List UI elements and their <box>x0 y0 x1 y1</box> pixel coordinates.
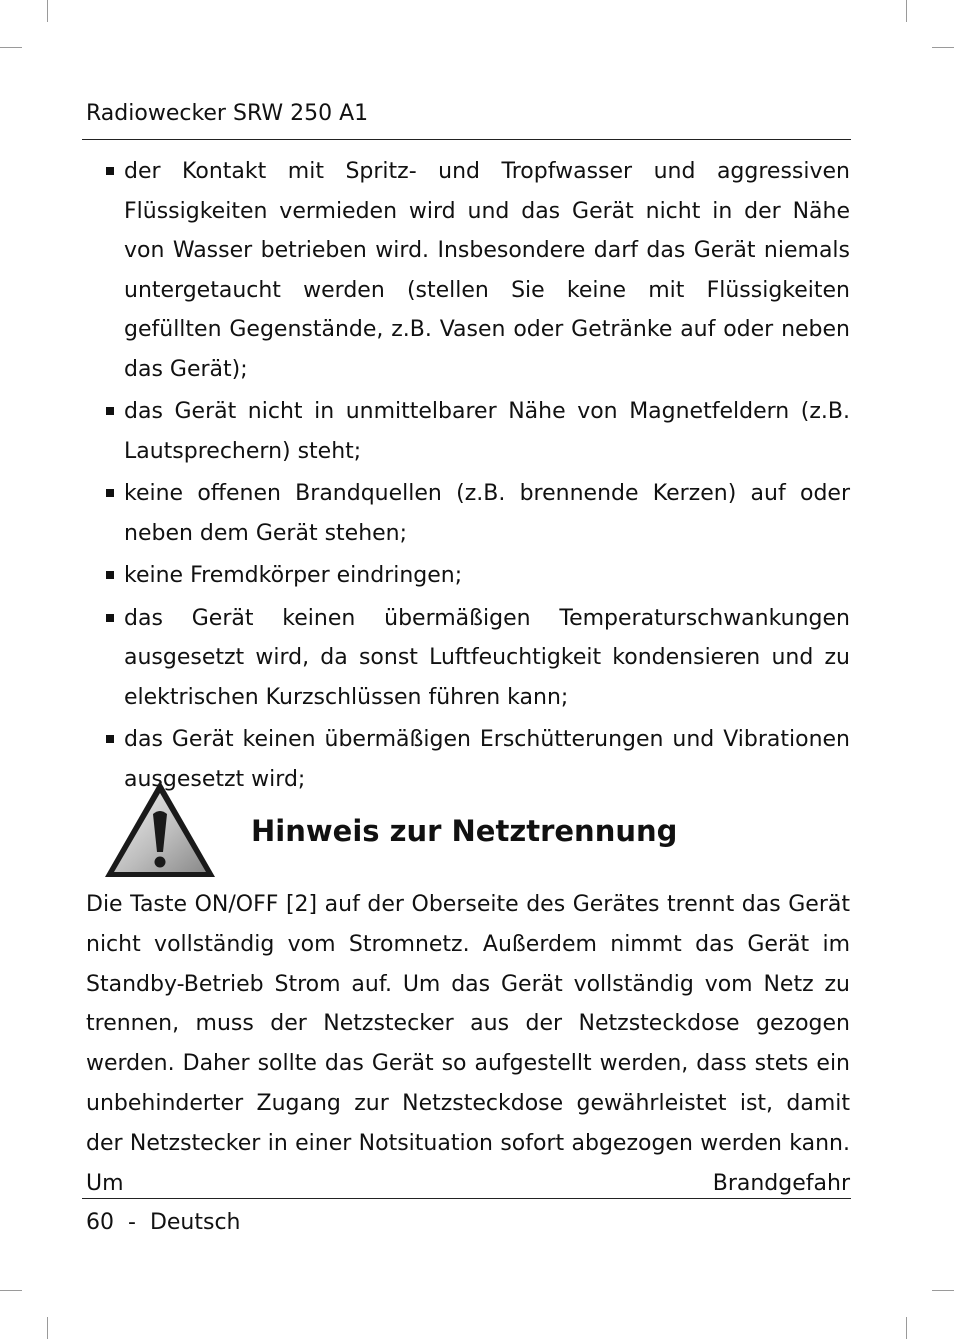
crop-mark-top-left <box>47 0 48 22</box>
list-item-text: keine Fremdkörper eindringen; <box>124 563 463 588</box>
list-item-text: das Gerät nicht in unmittelbarer Nähe von Magnetfeldern (z.B. Lautsprechern) steht; <box>124 399 850 464</box>
square-bullet-icon <box>106 735 114 743</box>
list-item <box>104 474 850 553</box>
crop-mark-bottom-left <box>0 1290 22 1291</box>
list-item-text: der Kontakt mit Spritz- und Tropfwasser und aggressiven Flüssigkeiten vermieden wird und das Gerät nicht in der Nähe von Wasser betrieben wird. Insbesondere darf das Gerät niemals untergetaucht werden (stellen Sie keine mit Flüssigkeiten gefüllten Gegenstände, z.B. Vasen oder Getränke auf oder neben das Gerät); <box>124 159 850 382</box>
crop-mark-top-left <box>0 47 22 48</box>
list-item <box>104 556 850 596</box>
crop-mark-bottom-left <box>47 1317 48 1339</box>
safety-bullet-list <box>104 152 850 802</box>
crop-mark-top-right <box>906 0 907 22</box>
square-bullet-icon <box>106 614 114 622</box>
page-header-title: Radiowecker SRW 250 A1 <box>86 101 369 126</box>
section-body-paragraph: Die Taste ON/OFF [2] auf der Oberseite des Gerätes trennt das Gerät nicht vollständig vom Stromnetz. Außerdem nimmt das Gerät im Standby-Betrieb Strom auf. Um das Gerät vollständig vom Netz zu trennen, muss der Netzstecker aus der Netzsteckdose gezogen werden. Daher sollte das Gerät so aufgestellt werden, dass stets ein unbehinderter Zugang zur Netzsteckdose gewährleistet ist, damit der Netzstecker in einer Notsituation sofort abgezogen werden kann. Um Brandgefahr <box>86 892 850 1196</box>
footer-language: Deutsch <box>149 1210 241 1235</box>
footer-separator: - <box>128 1210 136 1235</box>
header-divider <box>82 139 851 140</box>
list-item <box>104 392 850 471</box>
crop-mark-top-right <box>932 47 954 48</box>
square-bullet-icon <box>106 489 114 497</box>
warning-triangle-icon <box>102 778 218 880</box>
crop-mark-bottom-right <box>906 1317 907 1339</box>
crop-mark-bottom-right <box>932 1290 954 1291</box>
section-heading: Hinweis zur Netztrennung <box>251 814 678 848</box>
square-bullet-icon <box>106 167 114 175</box>
list-item-text: das Gerät keinen übermäßigen Temperaturschwankungen ausgesetzt wird, da sonst Luftfeuchtigkeit kondensieren und zu elektrischen Kurzschlüssen führen kann; <box>124 605 850 710</box>
list-item <box>104 152 850 389</box>
list-item-text: keine offenen Brandquellen (z.B. brennende Kerzen) auf oder neben dem Gerät stehen; <box>124 481 850 546</box>
page-number: 60 <box>86 1210 114 1235</box>
square-bullet-icon <box>106 571 114 579</box>
square-bullet-icon <box>106 407 114 415</box>
footer-divider <box>82 1198 851 1199</box>
list-item-text: das Gerät keinen übermäßigen Erschütterungen und Vibrationen ausgesetzt wird; <box>124 727 850 792</box>
list-item <box>104 599 850 718</box>
page-footer <box>86 1209 241 1237</box>
